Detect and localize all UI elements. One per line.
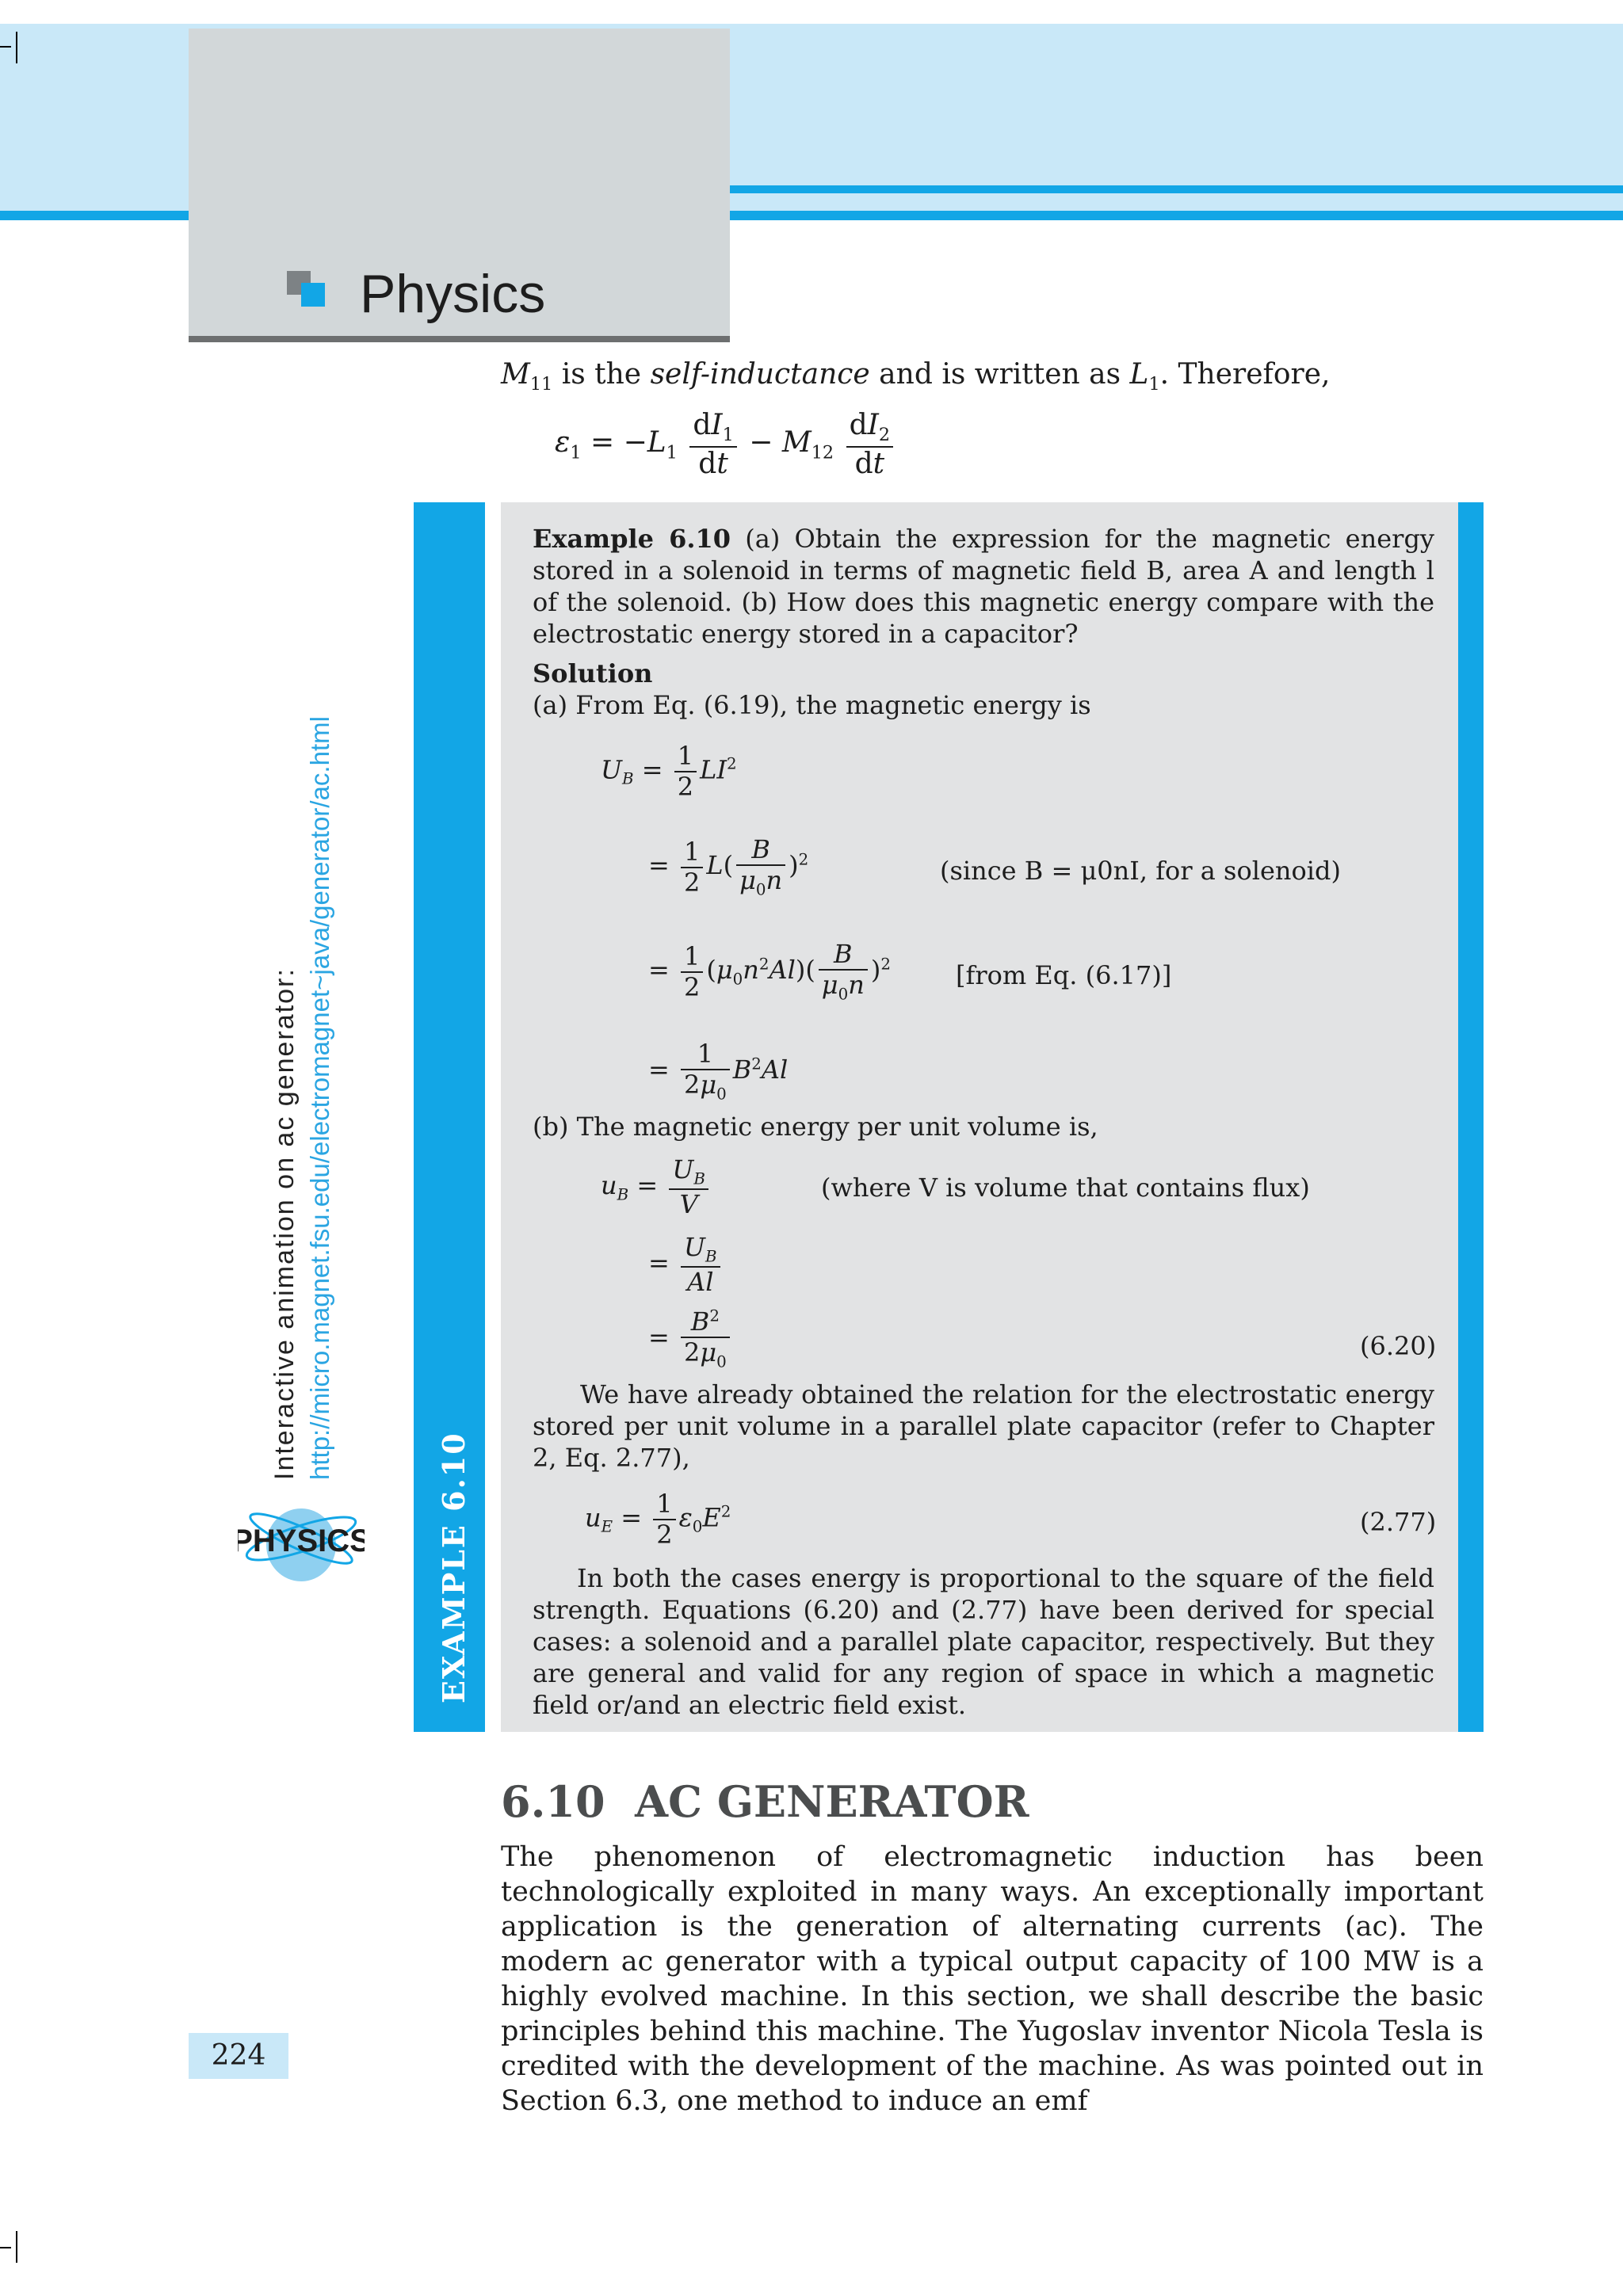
side-note-link[interactable]: http://micro.magnet.fsu.edu/electromagnet~java/generator/ac.html bbox=[305, 716, 334, 1480]
intro-text: $M_{11}$ is the self-inductance and is written as $L_1$. Therefore, bbox=[501, 358, 1331, 395]
example-question bbox=[533, 523, 1434, 650]
section-title: AC GENERATOR bbox=[635, 1776, 1029, 1827]
intro-italic: self-inductance bbox=[650, 358, 870, 391]
eq-ub-density-1: $u_B$ = $\frac{U_B}{V}$ bbox=[601, 1155, 712, 1219]
intro-text-after: . Therefore, bbox=[1159, 358, 1331, 391]
example-heading: Example 6.10 bbox=[533, 524, 731, 554]
crop-mark bbox=[0, 46, 11, 48]
eq-ub-density-3: = $\frac{B^2}{2\mu_0}$ bbox=[648, 1307, 733, 1371]
example-right-stripe bbox=[1458, 502, 1484, 1732]
eq-ub-2: = $\frac{1}{2}$ L( $\frac{B}{\mu_0n}$ )$^2$ bbox=[648, 834, 809, 899]
chapter-title: Physics bbox=[360, 264, 546, 324]
eq-ub-1: $U_B$ = $\frac{1}{2}$ $LI^2$ bbox=[601, 741, 737, 802]
intro-text-middle: and is written as bbox=[869, 358, 1130, 391]
chapter-title-underline bbox=[189, 336, 730, 342]
example-note-from: [from Eq. (6.17)] bbox=[956, 960, 1172, 990]
header-accent-stripe bbox=[729, 185, 1623, 193]
physics-logo-text: PHYSICS bbox=[238, 1524, 365, 1558]
crop-mark bbox=[16, 2231, 17, 2263]
eq-number-277: (2.77) bbox=[1360, 1507, 1437, 1537]
eq-ub-3: = $\frac{1}{2}$ $(\mu_0n^2Al)$( $\frac{B}{\mu_0n}$ )$^2$ bbox=[648, 939, 891, 1004]
example-question-text: (a) Obtain the expression for the magnetic energy stored in a solenoid in terms of magnetic field B, area A and length l of the solenoid. (b) How does this magnetic energy compare with the electrostatic energy stored in a capacitor? bbox=[533, 524, 1435, 649]
example-band-label: EXAMPLE 6.10 bbox=[436, 1432, 472, 1703]
section-heading bbox=[501, 1776, 1029, 1827]
physics-logo bbox=[238, 1489, 365, 1600]
section-number: 6.10 bbox=[501, 1776, 605, 1827]
side-note-title: Interactive animation on ac generator: bbox=[269, 967, 300, 1480]
example-note-since: (since B = μ0nI, for a solenoid) bbox=[940, 856, 1341, 886]
section-body: The phenomenon of electromagnetic induction has been technologically exploited in many ways. An exceptionally important application is the generation of alternating currents (ac). The modern ac generator with a typical output capacity of 100 MW is a highly evolved machine. In this section, we shall describe the basic principles behind this machine. The Yugoslav inventor Nicola Tesla is credited with the development of the machine. As was pointed out in Section 6.3, one method to induce an emf bbox=[501, 1841, 1484, 2117]
physics-logo-icon bbox=[238, 1489, 365, 1600]
crop-mark bbox=[16, 32, 17, 63]
eq-ub-density-2: = $\frac{U_B}{Al}$ bbox=[648, 1233, 724, 1297]
emf-equation: $\varepsilon_1 = -L_1$ $\frac{dI_1}{dt}$ − $M_{12}$ $\frac{dI_2}{dt}$ bbox=[555, 409, 896, 480]
example-electrostatic-paragraph: We have already obtained the relation for the electrostatic energy stored per unit volume in a parallel plate capacitor (refer to Chapter 2, Eq. 2.77), bbox=[533, 1379, 1434, 1473]
example-part-b: (b) The magnetic energy per unit volume is, bbox=[533, 1112, 1098, 1142]
intro-text-before: is the bbox=[552, 358, 651, 391]
side-note bbox=[269, 688, 335, 1480]
eq-ub-4: = $\frac{1}{2\mu_0}$ $B^2Al$ bbox=[648, 1039, 789, 1104]
example-conclusion-paragraph: In both the cases energy is proportional to the square of the field strength. Equations (6.20) and (2.77) have been derived for special cases: a solenoid and a parallel plate capacitor, respectively. But they are general and valid for any region of space in which a magnetic field or/and an electric field exist. bbox=[533, 1563, 1434, 1720]
eq-number-620: (6.20) bbox=[1360, 1331, 1437, 1361]
crop-mark bbox=[0, 2247, 11, 2248]
example-solution-label: Solution bbox=[533, 658, 653, 688]
eq-ue: $u_E$ = $\frac{1}{2}$ $\varepsilon_0E^2$ bbox=[585, 1489, 731, 1550]
chapter-square-accent-icon bbox=[301, 283, 325, 307]
example-part-a: (a) From Eq. (6.19), the magnetic energy is bbox=[533, 690, 1091, 720]
example-note-where: (where V is volume that contains flux) bbox=[821, 1173, 1310, 1203]
page-number: 224 bbox=[189, 2033, 288, 2079]
